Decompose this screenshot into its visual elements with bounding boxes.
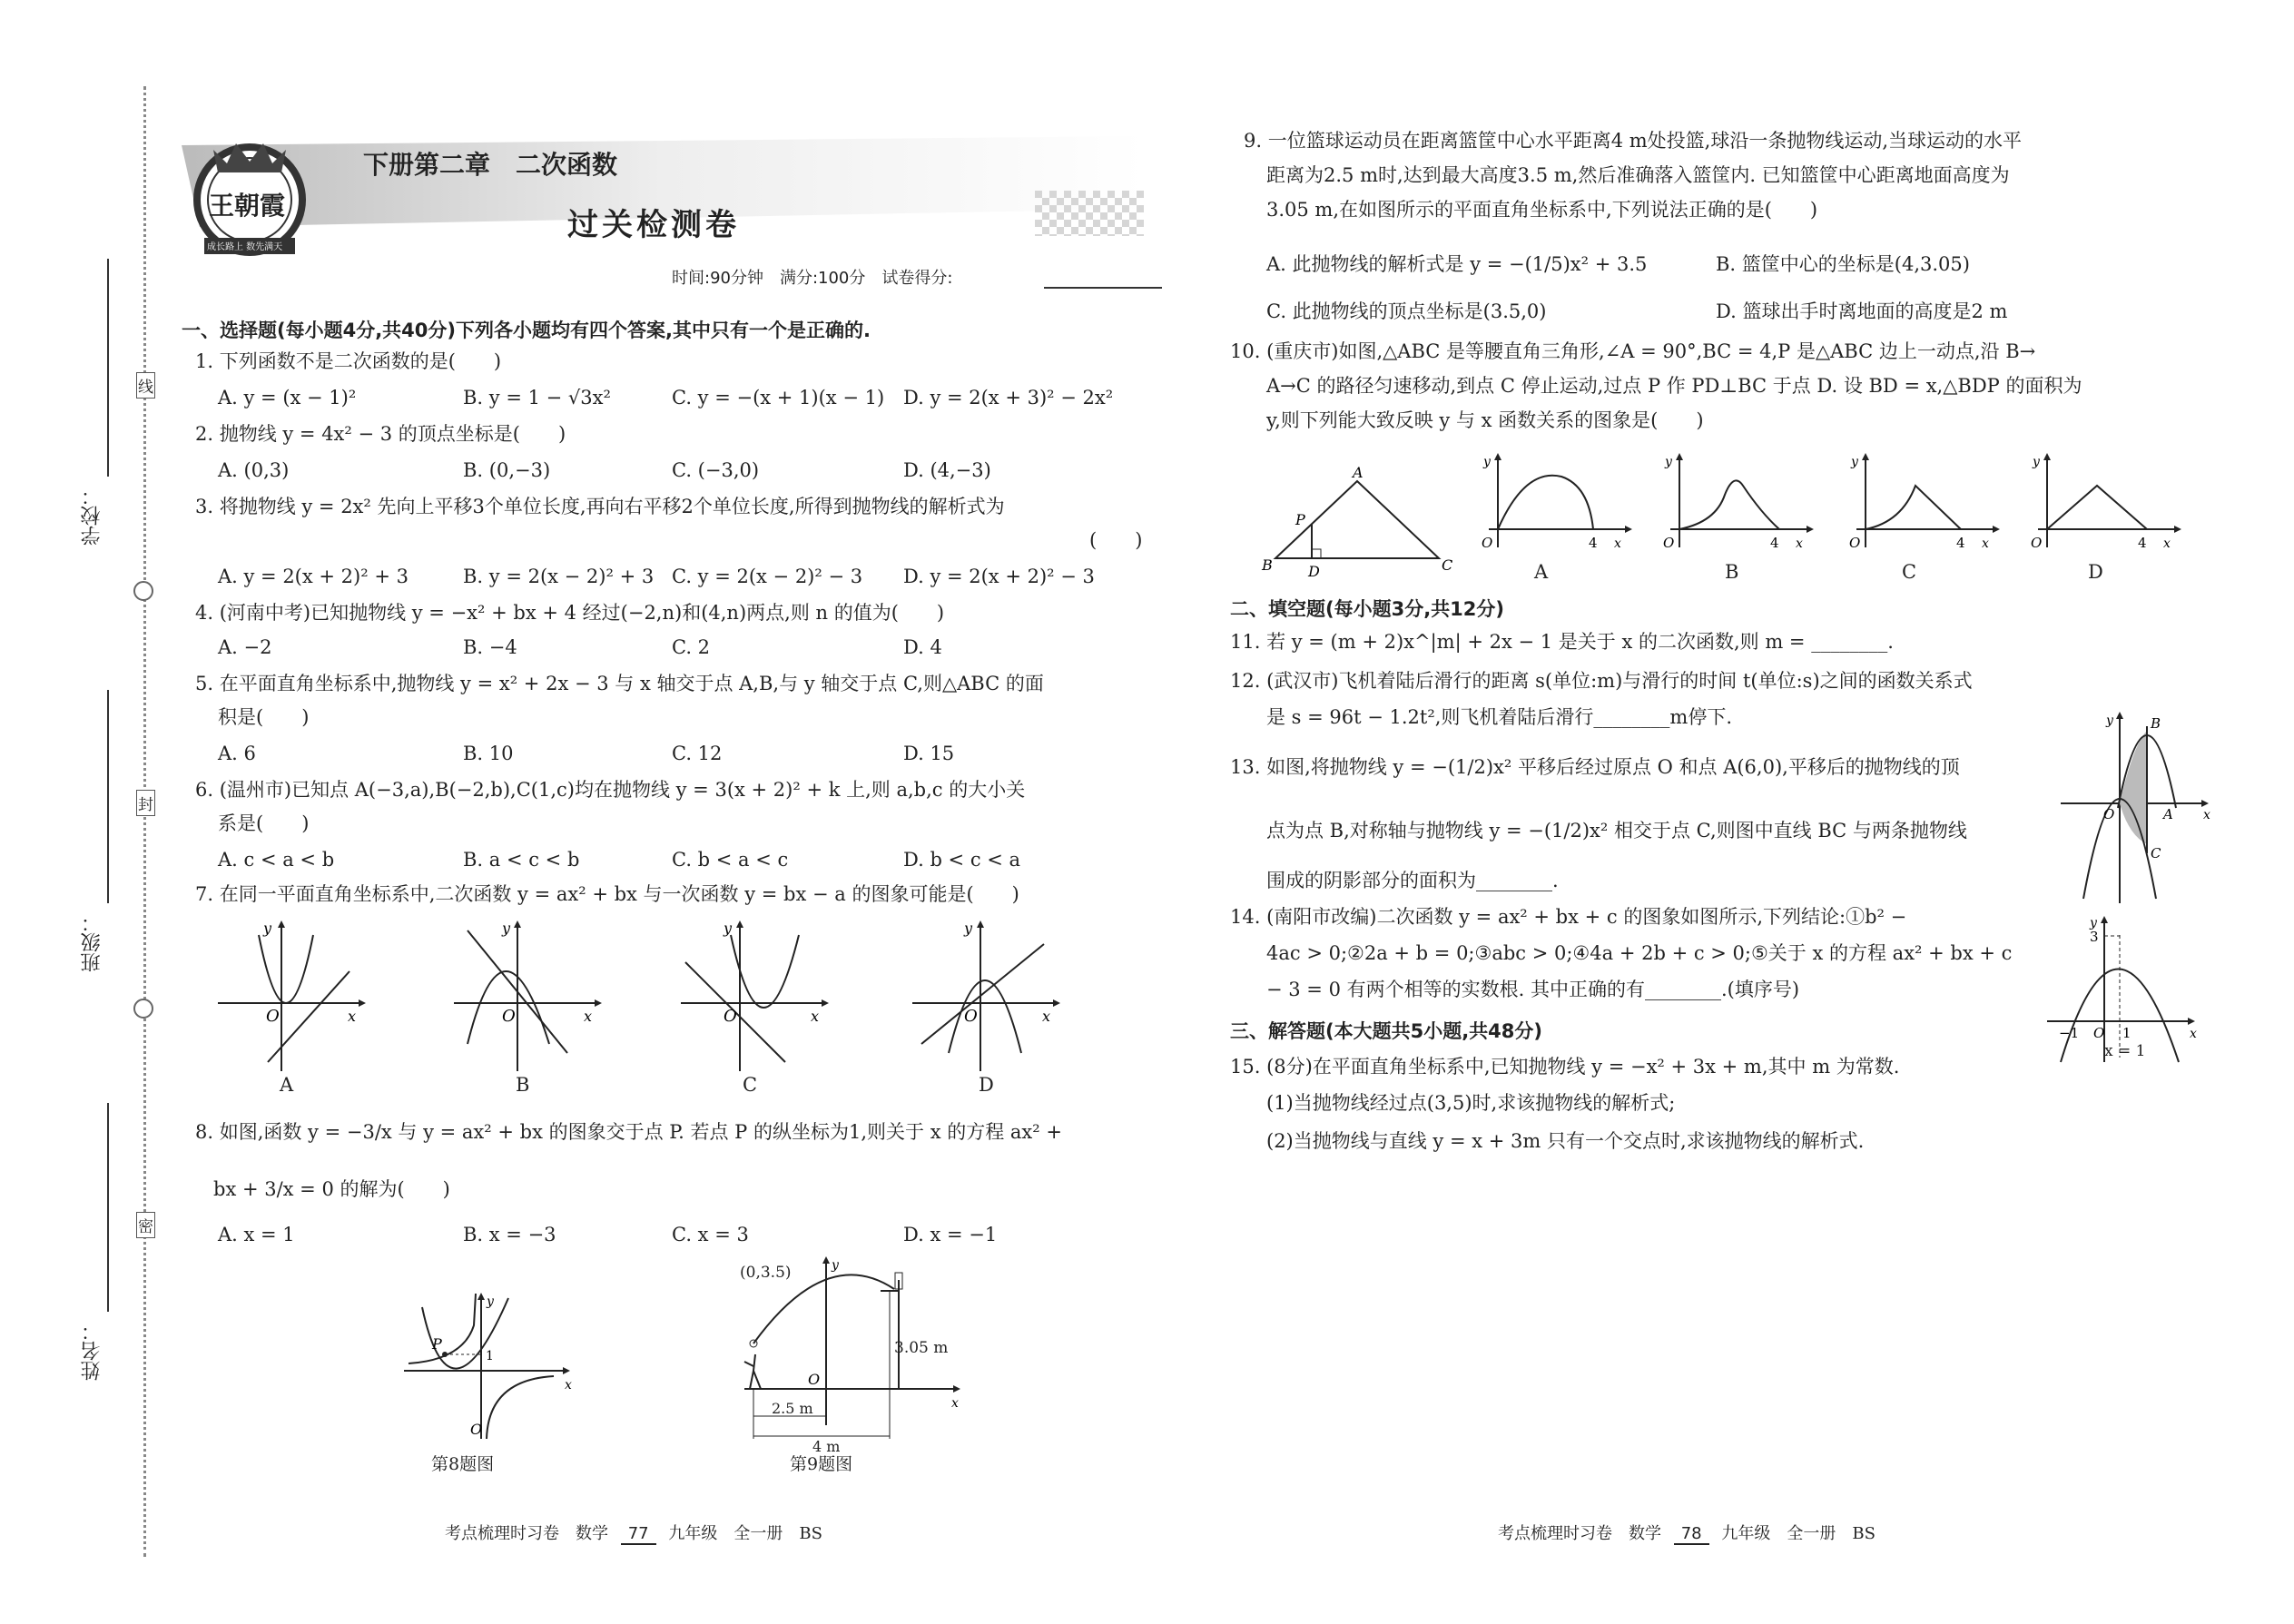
svg-text:y: y [2106, 714, 2113, 728]
q13-line-1: 13. 如图,将抛物线 y = −(1/2)x² 平移后经过原点 O 和点 A(6,0),平移后的抛物线的顶 [1230, 756, 1960, 778]
svg-text:x: x [1042, 1008, 1051, 1025]
svg-text:y: y [724, 920, 733, 937]
svg-text:1: 1 [2122, 1025, 2132, 1041]
q5-option-a: A. 6 [218, 743, 256, 764]
logo-sub: 成长路上 数先满天 [207, 242, 283, 252]
q3-paren: ( ) [1089, 529, 1143, 551]
q3-stem: 3. 将抛物线 y = 2x² 先向上平移3个单位长度,再向右平移2个单位长度,所得到抛物线的解析式为 [195, 496, 1005, 517]
svg-text:y: y [2090, 916, 2097, 930]
q8-option-a: A. x = 1 [218, 1224, 295, 1245]
q6-option-d: D. b < c < a [903, 849, 1021, 871]
binding-dotted-line [143, 86, 146, 1557]
svg-text:y: y [1851, 455, 1858, 469]
fig9-caption: 第9题图 [790, 1454, 853, 1474]
q2-option-d: D. (4,−3) [903, 459, 991, 481]
q1-option-c: C. y = −(x + 1)(x − 1) [672, 387, 885, 408]
name-label: 姓名： [81, 1321, 103, 1381]
q2-stem: 2. 抛物线 y = 4x² − 3 的顶点坐标是( ) [195, 423, 566, 445]
fig8-graph [399, 1289, 581, 1443]
q1-option-a: A. y = (x − 1)² [218, 387, 357, 408]
q9-option-b: B. 篮筐中心的坐标是(4,3.05) [1716, 253, 1970, 275]
score-line [1044, 287, 1162, 289]
svg-text:y: y [487, 1294, 494, 1309]
svg-text:1: 1 [486, 1349, 494, 1363]
q10-triangle [1257, 463, 1457, 581]
q15-line-3: (2)当抛物线与直线 y = x + 3m 只有一个交点时,求该抛物线的解析式. [1266, 1130, 1865, 1152]
q3-option-a: A. y = 2(x + 2)² + 3 [218, 566, 409, 587]
q3-option-c: C. y = 2(x − 2)² − 3 [672, 566, 863, 587]
svg-text:x: x [1614, 536, 1621, 551]
q2-option-c: C. (−3,0) [672, 459, 760, 481]
svg-text:x: x [1982, 536, 1989, 551]
q6-option-b: B. a < c < b [463, 849, 580, 871]
footer-right-pre: 考点梳理时习卷 数学 [1498, 1524, 1661, 1543]
footer-right [1498, 1521, 1876, 1545]
seal-mark-seal: 封 [136, 790, 155, 816]
q9-line-2: 距离为2.5 m时,达到最大高度3.5 m,然后准确落入篮筐内. 已知篮筐中心距离地面高度为 [1266, 164, 2010, 186]
fig9-dist-1: 2.5 m [772, 1400, 813, 1417]
svg-text:O: O [1482, 535, 1493, 551]
q10-label-d: D [2088, 561, 2103, 583]
q14-axis-label: x = 1 [2104, 1042, 2146, 1060]
page-number-left: 77 [621, 1524, 656, 1545]
footer-right-post: 九年级 全一册 BS [1721, 1524, 1876, 1543]
svg-text:A: A [1353, 464, 1364, 481]
section-2-title: 二、填空题(每小题3分,共12分) [1230, 598, 1505, 620]
q8-option-d: D. x = −1 [903, 1224, 998, 1245]
svg-text:C: C [2151, 845, 2161, 861]
q5-option-c: C. 12 [672, 743, 723, 764]
q13-line-2: 点为点 B,对称轴与抛物线 y = −(1/2)x² 相交于点 C,则图中直线 BC 与两条抛物线 [1266, 820, 1967, 842]
svg-text:x: x [811, 1008, 820, 1025]
q7-stem: 7. 在同一平面直角坐标系中,二次函数 y = ax² + bx 与一次函数 y = bx − a 的图象可能是( ) [195, 883, 1019, 905]
q9-line-1: 9. 一位篮球运动员在距离篮筐中心水平距离4 m处投篮,球沿一条抛物线运动,当球运动的水平 [1244, 130, 2023, 152]
svg-text:4: 4 [1770, 535, 1779, 551]
svg-text:y: y [832, 1258, 839, 1273]
q4-option-c: C. 2 [672, 636, 711, 658]
svg-text:x: x [584, 1008, 593, 1025]
q7-label-a: A [280, 1074, 294, 1096]
svg-text:y: y [263, 920, 272, 937]
q9-option-a: A. 此抛物线的解析式是 y = −(1/5)x² + 3.5 [1266, 253, 1648, 275]
svg-text:B: B [2151, 715, 2161, 732]
fig9-height-label: 3.05 m [894, 1339, 949, 1357]
q10-graph-a [1471, 449, 1634, 554]
svg-text:O: O [808, 1371, 821, 1388]
q7-label-b: B [516, 1074, 530, 1096]
svg-text:y: y [2033, 455, 2040, 469]
svg-text:C: C [1442, 556, 1453, 574]
q8-stem-2: bx + 3/x = 0 的解为( ) [213, 1178, 450, 1200]
q8-option-c: C. x = 3 [672, 1224, 749, 1245]
svg-text:A: A [2163, 806, 2173, 822]
q10-line-2: A→C 的路径匀速移动,到点 C 停止运动,过点 P 作 PD⊥BC 于点 D. 设 BD = x,△BDP 的面积为 [1266, 375, 2082, 397]
q7-graph-c [676, 917, 831, 1080]
footer-left-pre: 考点梳理时习卷 数学 [445, 1524, 608, 1543]
q15-line-1: 15. (8分)在平面直角坐标系中,已知抛物线 y = −x² + 3x + m,其中 m 为常数. [1230, 1056, 1900, 1078]
svg-text:O: O [1849, 535, 1861, 551]
q1-option-b: B. y = 1 − √3x² [463, 387, 611, 408]
section-3-title: 三、解答题(本大题共5小题,共48分) [1230, 1020, 1543, 1042]
svg-text:y: y [502, 920, 511, 937]
q8-stem: 8. 如图,函数 y = −3/x 与 y = ax² + bx 的图象交于点 P. 若点 P 的纵坐标为1,则关于 x 的方程 ax² + [195, 1121, 1062, 1143]
svg-text:x: x [1796, 536, 1803, 551]
seal-mark-line: 线 [136, 372, 155, 399]
q6-option-c: C. b < a < c [672, 849, 789, 871]
svg-text:O: O [724, 1007, 737, 1026]
q1-stem: 1. 下列函数不是二次函数的是( ) [195, 350, 502, 372]
svg-text:y: y [1483, 455, 1491, 469]
q12-line-1: 12. (武汉市)飞机着陆后滑行的距离 s(单位:m)与滑行的时间 t(单位:s)之间的函数关系式 [1230, 670, 1973, 692]
q5-option-b: B. 10 [463, 743, 514, 764]
q10-line-3: y,则下列能大致反映 y 与 x 函数关系的图象是( ) [1266, 409, 1704, 431]
q8-option-b: B. x = −3 [463, 1224, 556, 1245]
svg-text:P: P [1295, 511, 1305, 528]
svg-text:O: O [266, 1007, 280, 1026]
q13-graph [2056, 708, 2215, 908]
q9-option-d: D. 篮球出手时离地面的高度是2 m [1716, 300, 2008, 322]
svg-text:O: O [2031, 535, 2043, 551]
svg-text:x: x [2190, 1027, 2197, 1041]
svg-text:O: O [1663, 535, 1675, 551]
svg-text:3: 3 [2090, 929, 2099, 945]
q2-option-a: A. (0,3) [218, 459, 290, 481]
page-number-right: 78 [1674, 1524, 1709, 1545]
svg-text:D: D [1308, 563, 1320, 580]
q10-graph-c [1838, 449, 2002, 554]
q10-label-a: A [1534, 561, 1549, 583]
school-label: 学校： [81, 486, 103, 546]
fig9-vertex-label: (0,3.5) [740, 1264, 792, 1282]
svg-text:4: 4 [1589, 535, 1598, 551]
q12-line-2: 是 s = 96t − 1.2t²,则飞机着陆后滑行________m停下. [1266, 706, 1733, 728]
q1-option-d: D. y = 2(x + 3)² − 2x² [903, 387, 1114, 408]
q7-graph-a [213, 917, 368, 1080]
q10-graph-d [2020, 449, 2183, 554]
q7-graph-d [908, 917, 1062, 1080]
q2-option-b: B. (0,−3) [463, 459, 551, 481]
fig8-caption: 第8题图 [431, 1454, 495, 1474]
q4-stem: 4. (河南中考)已知抛物线 y = −x² + bx + 4 经过(−2,n)和(4,n)两点,则 n 的值为( ) [195, 602, 945, 624]
svg-text:x: x [2163, 536, 2171, 551]
q6-stem-2: 系是( ) [218, 812, 310, 834]
q7-graph-b [449, 917, 604, 1080]
q5-option-d: D. 15 [903, 743, 955, 764]
class-label: 班级： [81, 912, 103, 972]
svg-text:P: P [432, 1335, 442, 1353]
logo-text: 王朝霞 [209, 191, 286, 221]
q3-option-d: D. y = 2(x + 2)² − 3 [903, 566, 1095, 587]
q6-option-a: A. c < a < b [218, 849, 335, 871]
q4-option-d: D. 4 [903, 636, 942, 658]
q10-graph-b [1652, 449, 1816, 554]
q10-line-1: 10. (重庆市)如图,△ABC 是等腰直角三角形,∠A = 90°,BC = 4,P 是△ABC 边上一动点,沿 B→ [1230, 340, 2036, 362]
seal-circle-2 [133, 999, 153, 1019]
seal-circle-1 [133, 581, 153, 601]
q5-stem-2: 积是( ) [218, 706, 310, 728]
q14-line-1: 14. (南阳市改编)二次函数 y = ax² + bx + c 的图象如图所示,下列结论:①b² − [1230, 906, 1907, 928]
q7-label-c: C [743, 1074, 758, 1096]
q13-line-3: 围成的阴影部分的面积为________. [1266, 870, 1559, 891]
svg-text:O: O [964, 1007, 978, 1026]
svg-text:O: O [470, 1421, 483, 1438]
svg-text:x: x [565, 1378, 572, 1393]
svg-text:4: 4 [1956, 535, 1965, 551]
q10-label-b: B [1725, 561, 1739, 583]
svg-text:−1: −1 [2059, 1025, 2080, 1041]
school-line [107, 259, 109, 477]
q14-line-3: − 3 = 0 有两个相等的实数根. 其中正确的有________.(填序号) [1266, 979, 1800, 1000]
page-title: 过关检测卷 [567, 207, 740, 243]
svg-text:x: x [2203, 808, 2210, 822]
q4-option-a: A. −2 [218, 636, 272, 658]
section-1-title: 一、选择题(每小题4分,共40分)下列各小题均有四个答案,其中只有一个是正确的. [182, 320, 871, 341]
q9-line-3: 3.05 m,在如图所示的平面直角坐标系中,下列说法正确的是( ) [1266, 199, 1818, 221]
q5-stem: 5. 在平面直角坐标系中,抛物线 y = x² + 2x − 3 与 x 轴交于点 A,B,与 y 轴交于点 C,则△ABC 的面 [195, 673, 1044, 694]
svg-text:4: 4 [2138, 535, 2147, 551]
q11: 11. 若 y = (m + 2)x^|m| + 2x − 1 是关于 x 的二次函数,则 m = ________. [1230, 631, 1894, 653]
svg-text:O: O [502, 1007, 516, 1026]
svg-text:x: x [951, 1396, 959, 1411]
exam-meta: 时间:90分钟 满分:100分 试卷得分: [672, 269, 953, 288]
q9-option-c: C. 此抛物线的顶点坐标是(3.5,0) [1266, 300, 1547, 322]
svg-text:O: O [2103, 806, 2115, 822]
footer-left [445, 1521, 822, 1545]
svg-text:B: B [1262, 556, 1273, 574]
svg-text:O: O [2093, 1025, 2105, 1041]
footer-left-post: 九年级 全一册 BS [668, 1524, 822, 1543]
q6-stem: 6. (温州市)已知点 A(−3,a),B(−2,b),C(1,c)均在抛物线 y = 3(x + 2)² + k 上,则 a,b,c 的大小关 [195, 779, 1026, 801]
q3-option-b: B. y = 2(x − 2)² + 3 [463, 566, 655, 587]
svg-text:x: x [348, 1008, 357, 1025]
q15-line-2: (1)当抛物线经过点(3,5)时,求该抛物线的解析式; [1266, 1092, 1676, 1114]
name-line [107, 1103, 109, 1312]
q10-label-c: C [1902, 561, 1917, 583]
seal-mark-secret: 密 [136, 1212, 155, 1238]
class-line [107, 690, 109, 903]
svg-text:y: y [1665, 455, 1672, 469]
chapter-title: 下册第二章 二次函数 [363, 150, 618, 180]
q7-label-d: D [979, 1074, 994, 1096]
q4-option-b: B. −4 [463, 636, 517, 658]
fig9-dist-2: 4 m [812, 1438, 841, 1455]
q14-line-2: 4ac > 0;②2a + b = 0;③abc > 0;④4a + 2b + c > 0;⑤关于 x 的方程 ax² + bx + c [1266, 942, 2013, 964]
svg-text:y: y [964, 920, 973, 937]
